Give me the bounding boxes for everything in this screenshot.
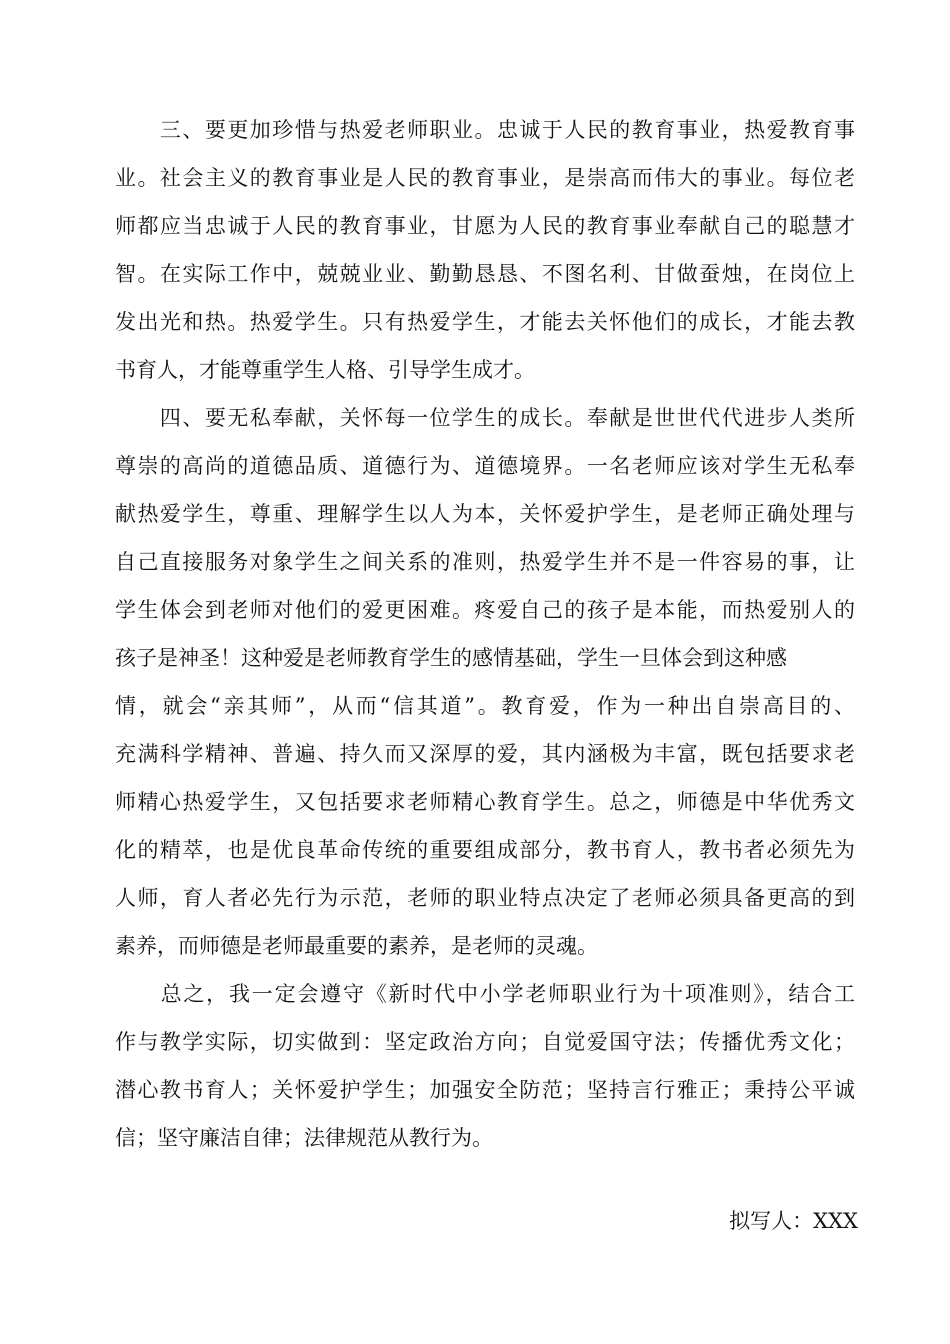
paragraph-line: 总之，我一定会遵守《新时代中小学老师职业行为十项准则》，结合工 [115, 982, 855, 1006]
paragraph-line: 自己直接服务对象学生之间关系的准则，热爱学生并不是一件容易的事，让 [115, 550, 855, 574]
paragraph-line: 信；坚守廉洁自律；法律规范从教行为。 [115, 1126, 493, 1150]
paragraph-line: 充满科学精神、普遍、持久而又深厚的爱，其内涵极为丰富，既包括要求老 [115, 742, 855, 766]
paragraph-line: 素养，而师德是老师最重要的素养，是老师的灵魂。 [115, 934, 598, 958]
paragraph-line: 四、要无私奉献，关怀每一位学生的成长。奉献是世世代代进步人类所 [115, 406, 855, 430]
paragraph-line: 业。社会主义的教育事业是人民的教育事业，是崇高而伟大的事业。每位老 [115, 166, 855, 190]
paragraph-line: 学生体会到老师对他们的爱更困难。疼爱自己的孩子是本能，而热爱别人的 [115, 598, 855, 622]
paragraph-line: 人师，育人者必先行为示范，老师的职业特点决定了老师必须具备更高的到 [115, 886, 855, 910]
paragraph-line: 三、要更加珍惜与热爱老师职业。忠诚于人民的教育事业，热爱教育事 [115, 118, 855, 142]
paragraph-summary [115, 970, 855, 1162]
paragraph-line: 孩子是神圣！这种爱是老师教育学生的感情基础，学生一旦体会到这种感 [115, 646, 787, 670]
paragraph-line: 情，就会“亲其师”，从而“信其道”。教育爱，作为一种出自崇高目的、 [115, 694, 855, 718]
paragraph-4 [115, 394, 855, 970]
paragraph-line: 发出光和热。热爱学生。只有热爱学生，才能去关怀他们的成长，才能去教 [115, 310, 855, 334]
paragraph-3 [115, 106, 855, 394]
paragraph-line: 化的精萃，也是优良革命传统的重要组成部分，教书育人，教书者必须先为 [115, 838, 855, 862]
paragraph-line: 师都应当忠诚于人民的教育事业，甘愿为人民的教育事业奉献自己的聪慧才 [115, 214, 855, 238]
signature-line: 拟写人：XXX [729, 1209, 858, 1233]
paragraph-line: 献热爱学生，尊重、理解学生以人为本，关怀爱护学生，是老师正确处理与 [115, 502, 855, 526]
paragraph-line: 智。在实际工作中，兢兢业业、勤勤恳恳、不图名利、甘做蚕烛，在岗位上 [115, 262, 855, 286]
paragraph-line: 师精心热爱学生，又包括要求老师精心教育学生。总之，师德是中华优秀文 [115, 790, 855, 814]
paragraph-line: 书育人，才能尊重学生人格、引导学生成才。 [115, 358, 535, 382]
paragraph-line: 作与教学实际，切实做到：坚定政治方向；自觉爱国守法；传播优秀文化； [115, 1030, 855, 1054]
paragraph-line: 尊崇的高尚的道德品质、道德行为、道德境界。一名老师应该对学生无私奉 [115, 454, 855, 478]
paragraph-line: 潜心教书育人；关怀爱护学生；加强安全防范；坚持言行雅正；秉持公平诚 [115, 1078, 855, 1102]
document-body [115, 106, 855, 1162]
